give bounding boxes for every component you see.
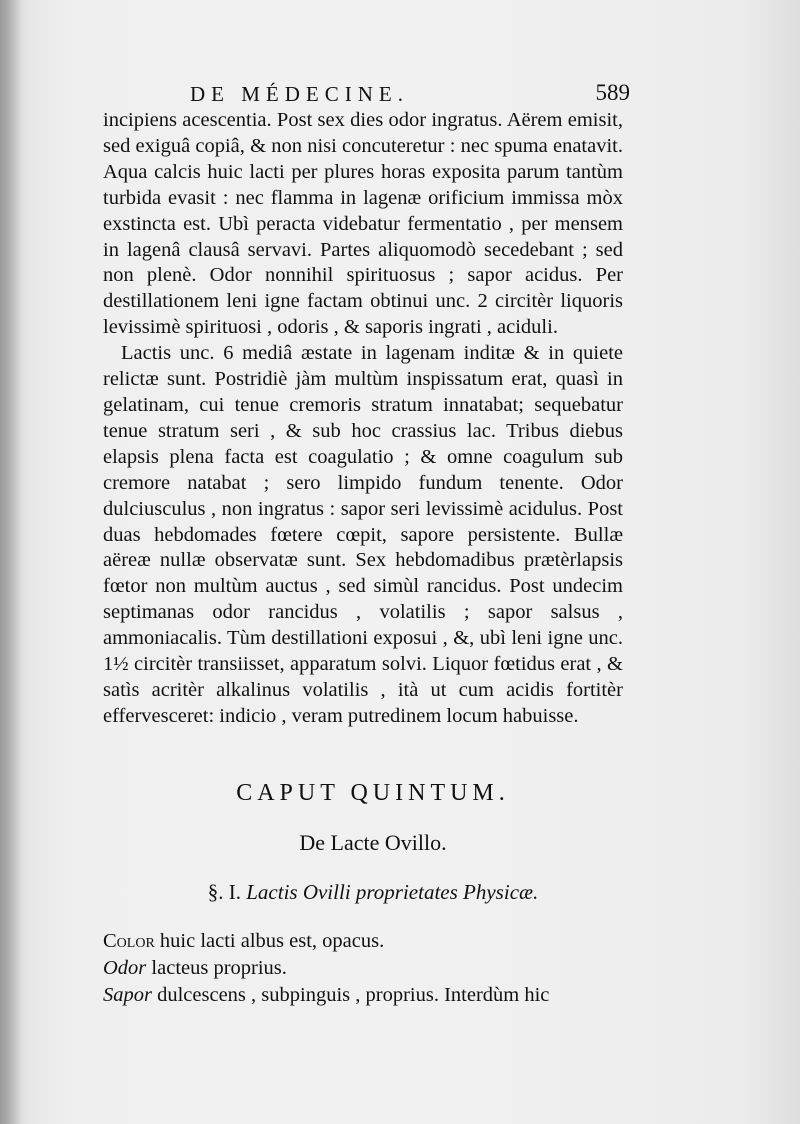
page-number: 589 xyxy=(595,80,630,105)
section-title: Lactis Ovilli proprietates Physicæ. xyxy=(246,880,539,904)
property-text: lacteus proprius. xyxy=(146,957,287,979)
section-label: §. I. xyxy=(207,880,241,904)
body-text xyxy=(103,108,623,730)
chapter-heading: CAPUT QUINTUM. xyxy=(236,780,510,806)
gutter-shadow xyxy=(0,0,22,1124)
property-line xyxy=(103,955,648,982)
section-heading xyxy=(103,880,643,905)
property-term: Odor xyxy=(103,957,147,979)
property-list xyxy=(103,928,648,1009)
property-text: huic lacti albus est, opacus. xyxy=(154,930,385,952)
chapter-subtitle: De Lacte Ovillo. xyxy=(299,830,447,855)
property-line xyxy=(103,982,648,1009)
property-line xyxy=(103,928,648,955)
property-term: Color xyxy=(103,930,155,952)
running-title: DE MÉDECINE. xyxy=(190,82,409,106)
property-text: dulcescens , subpinguis , proprius. Interdùm hic xyxy=(151,984,550,1006)
paragraph: Lactis unc. 6 mediâ æstate in lagenam inditæ & in quiete relictæ sunt. Postridiè jàm multùm inspissatum erat, quasì in gelatinam, cui tenue cremoris stratum innatabat; sequebatur tenue stratum seri , & sub hoc crassius lac. Tribus diebus elapsis plena facta est coagulatio ; & omne coagulum sub cremore natabat ; sero limpido fundum tenente. Odor dulciusculus , non ingratus : sapor seri levissimè acidulus. Post duas hebdomades fœtere cœpit, sapore persistente. Bullæ aëreæ nullæ observatæ sunt. Sex hebdomadibus prætèrlapsis fœtor non multùm auctus , sed simùl rancidus. Post undecim septimanas odor rancidus , volatilis ; sapor salsus , ammoniacalis. Tùm destillationi exposui , &, ubì leni igne unc. 1½ circitèr transiisset, apparatum solvi. Liquor fœtidus erat , & satìs acritèr alkalinus volatilis , ità ut cum acidis fortitèr effervesceret: indicio , veram putredinem locum habuisse. xyxy=(103,342,623,727)
property-term: Sapor xyxy=(103,984,152,1006)
paragraph: incipiens acescentia. Post sex dies odor ingratus. Aërem emisit, sed exiguâ copiâ, & non nisi concuteretur : nec spuma enatavit. Aqua calcis huic lacti per plures horas exposita parum tantùm turbida evasit : nec flamma in lagenæ orificium immissa mòx exstincta est. Ubì peracta videbatur fermentatio , per mensem in lagenâ clausâ servavi. Partes aliquomodò secedebant ; sed non plenè. Odor nonnihil spirituosus ; sapor acidus. Per destillationem leni igne factam obtinui unc. 2 circitèr liquoris levissimè spirituosi , odoris , & saporis ingrati , aciduli. xyxy=(103,109,623,339)
